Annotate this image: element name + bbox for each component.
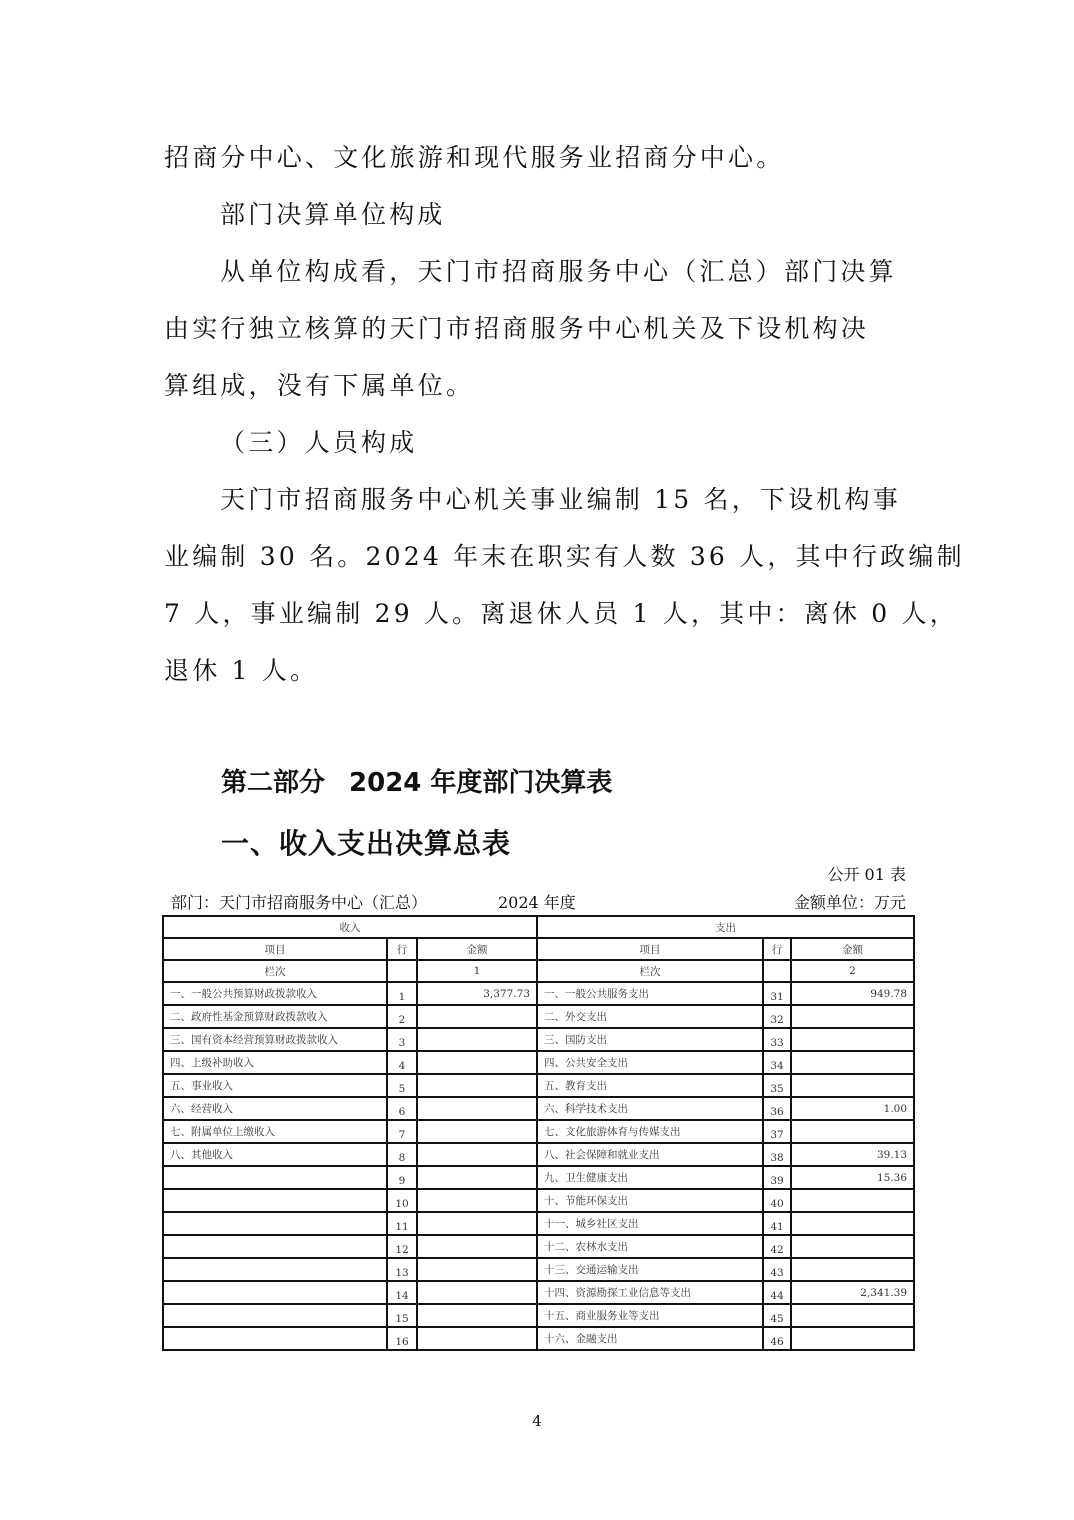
income-item — [163, 1281, 387, 1304]
expense-item: 十三、交通运输支出 — [537, 1258, 763, 1281]
table-row — [163, 1166, 914, 1189]
income-line: 3 — [387, 1028, 417, 1051]
expense-line: 32 — [763, 1005, 791, 1028]
table-row — [163, 1120, 914, 1143]
table-row — [163, 1097, 914, 1120]
expense-line: 38 — [763, 1143, 791, 1166]
income-line: 12 — [387, 1235, 417, 1258]
table-row — [163, 1005, 914, 1028]
expense-item: 十、节能环保支出 — [537, 1189, 763, 1212]
income-item — [163, 1327, 387, 1350]
expense-amount: 1.00 — [791, 1097, 914, 1120]
paragraph-line: 业编制 30 名。2024 年末在职实有人数 36 人，其中行政编制 — [164, 542, 965, 571]
table-row — [163, 1304, 914, 1327]
income-amount — [417, 1120, 537, 1143]
income-line: 5 — [387, 1074, 417, 1097]
expense-line: 42 — [763, 1235, 791, 1258]
paragraph-line: 由实行独立核算的天门市招商服务中心机关及下设机构决 — [164, 314, 870, 343]
expense-line: 33 — [763, 1028, 791, 1051]
table-column-header-row — [163, 938, 914, 960]
income-amount — [417, 1051, 537, 1074]
expense-line: 39 — [763, 1166, 791, 1189]
expense-amount: 15.36 — [791, 1166, 914, 1189]
expense-item: 八、社会保障和就业支出 — [537, 1143, 763, 1166]
expense-amount — [791, 1120, 914, 1143]
paragraph-line: 天门市招商服务中心机关事业编制 15 名，下设机构事 — [220, 485, 901, 514]
table-row — [163, 1212, 914, 1235]
subheading-staff-composition: （三）人员构成 — [220, 428, 418, 457]
table-header-row — [163, 916, 914, 938]
expense-amount — [791, 1074, 914, 1097]
income-col-line: 行 — [387, 938, 417, 960]
paragraph-line: 从单位构成看，天门市招商服务中心（汇总）部门决算 — [220, 257, 897, 286]
expense-amount: 949.78 — [791, 982, 914, 1005]
table-row — [163, 1189, 914, 1212]
expense-item: 十五、商业服务业等支出 — [537, 1304, 763, 1327]
income-line: 14 — [387, 1281, 417, 1304]
income-amount — [417, 1235, 537, 1258]
table-row — [163, 1143, 914, 1166]
income-line: 7 — [387, 1120, 417, 1143]
income-line: 6 — [387, 1097, 417, 1120]
income-amount — [417, 1028, 537, 1051]
table-department: 部门：天门市招商服务中心（汇总） — [171, 893, 428, 912]
income-line: 1 — [387, 982, 417, 1005]
expense-line: 37 — [763, 1120, 791, 1143]
expense-index-line — [763, 960, 791, 982]
expense-amount — [791, 1051, 914, 1074]
income-amount — [417, 1189, 537, 1212]
income-amount — [417, 1258, 537, 1281]
expense-line: 45 — [763, 1304, 791, 1327]
income-line: 2 — [387, 1005, 417, 1028]
expense-amount: 39.13 — [791, 1143, 914, 1166]
expense-line: 40 — [763, 1189, 791, 1212]
expense-amount — [791, 1327, 914, 1350]
expense-amount — [791, 1235, 914, 1258]
income-line: 10 — [387, 1189, 417, 1212]
income-amount — [417, 1143, 537, 1166]
income-amount — [417, 1212, 537, 1235]
income-line: 8 — [387, 1143, 417, 1166]
income-item — [163, 1258, 387, 1281]
expense-item: 十四、资源勘探工业信息等支出 — [537, 1281, 763, 1304]
part-label: 第二部分 — [221, 768, 326, 798]
expense-line: 46 — [763, 1327, 791, 1350]
income-amount — [417, 1281, 537, 1304]
income-line: 15 — [387, 1304, 417, 1327]
income-line: 13 — [387, 1258, 417, 1281]
expense-line: 36 — [763, 1097, 791, 1120]
expense-item: 十二、农林水支出 — [537, 1235, 763, 1258]
expense-amount — [791, 1189, 914, 1212]
table-row — [163, 1281, 914, 1304]
expense-item: 三、国防支出 — [537, 1028, 763, 1051]
income-amount — [417, 1327, 537, 1350]
income-item: 四、上级补助收入 — [163, 1051, 387, 1074]
income-amount — [417, 1166, 537, 1189]
expense-line: 34 — [763, 1051, 791, 1074]
income-item: 三、国有资本经营预算财政拨款收入 — [163, 1028, 387, 1051]
part-heading — [221, 762, 612, 799]
expense-item: 四、公共安全支出 — [537, 1051, 763, 1074]
table-code: 公开 01 表 — [827, 865, 906, 884]
expense-item: 七、文化旅游体育与传媒支出 — [537, 1120, 763, 1143]
subheading-unit-composition: 部门决算单位构成 — [220, 200, 446, 229]
expense-line: 31 — [763, 982, 791, 1005]
income-amount — [417, 1005, 537, 1028]
part-title: 2024 年度部门决算表 — [349, 768, 613, 798]
income-expense-table — [162, 915, 915, 1351]
income-col-item: 项目 — [163, 938, 387, 960]
expense-amount: 2,341.39 — [791, 1281, 914, 1304]
income-amount — [417, 1304, 537, 1327]
income-item — [163, 1304, 387, 1327]
expense-line: 43 — [763, 1258, 791, 1281]
table-unit: 金额单位：万元 — [793, 893, 906, 912]
income-index-line — [387, 960, 417, 982]
income-item: 一、一般公共预算财政拨款收入 — [163, 982, 387, 1005]
income-item: 七、附属单位上缴收入 — [163, 1120, 387, 1143]
table-year: 2024 年度 — [498, 893, 576, 912]
expense-col-line: 行 — [763, 938, 791, 960]
expense-amount — [791, 1258, 914, 1281]
expense-amount — [791, 1212, 914, 1235]
expense-item: 一、一般公共服务支出 — [537, 982, 763, 1005]
income-item: 五、事业收入 — [163, 1074, 387, 1097]
expense-line: 41 — [763, 1212, 791, 1235]
income-item: 八、其他收入 — [163, 1143, 387, 1166]
table-row — [163, 982, 914, 1005]
income-line: 11 — [387, 1212, 417, 1235]
income-item — [163, 1235, 387, 1258]
expense-item: 十六、金融支出 — [537, 1327, 763, 1350]
income-item — [163, 1166, 387, 1189]
income-amount: 3,377.73 — [417, 982, 537, 1005]
page-number: 4 — [532, 1412, 542, 1430]
expense-index-value: 2 — [791, 960, 914, 982]
expense-amount — [791, 1005, 914, 1028]
table-row — [163, 1327, 914, 1350]
income-amount — [417, 1074, 537, 1097]
income-line: 9 — [387, 1166, 417, 1189]
income-index-value: 1 — [417, 960, 537, 982]
expense-item: 十一、城乡社区支出 — [537, 1212, 763, 1235]
table-index-row — [163, 960, 914, 982]
expense-col-amount: 金额 — [791, 938, 914, 960]
expense-item: 五、教育支出 — [537, 1074, 763, 1097]
income-item — [163, 1189, 387, 1212]
table-row — [163, 1258, 914, 1281]
expense-item: 六、科学技术支出 — [537, 1097, 763, 1120]
paragraph-line: 招商分中心、文化旅游和现代服务业招商分中心。 — [164, 143, 785, 172]
income-index-label: 栏次 — [163, 960, 387, 982]
income-header: 收入 — [163, 916, 537, 938]
table-row — [163, 1074, 914, 1097]
income-line: 4 — [387, 1051, 417, 1074]
expense-line: 44 — [763, 1281, 791, 1304]
paragraph-line: 算组成，没有下属单位。 — [164, 371, 475, 400]
expense-item: 二、外交支出 — [537, 1005, 763, 1028]
expense-line: 35 — [763, 1074, 791, 1097]
income-line: 16 — [387, 1327, 417, 1350]
expense-index-label: 栏次 — [537, 960, 763, 982]
income-item — [163, 1212, 387, 1235]
expense-col-item: 项目 — [537, 938, 763, 960]
paragraph-line: 退休 1 人。 — [164, 656, 319, 685]
table-row — [163, 1028, 914, 1051]
income-item: 二、政府性基金预算财政拨款收入 — [163, 1005, 387, 1028]
expense-amount — [791, 1028, 914, 1051]
table-row — [163, 1051, 914, 1074]
income-item: 六、经营收入 — [163, 1097, 387, 1120]
expense-header: 支出 — [537, 916, 914, 938]
paragraph-line: 7 人，事业编制 29 人。离退休人员 1 人，其中：离休 0 人， — [164, 599, 958, 628]
expense-amount — [791, 1304, 914, 1327]
income-amount — [417, 1097, 537, 1120]
section-heading: 一、收入支出决算总表 — [221, 827, 512, 860]
income-col-amount: 金额 — [417, 938, 537, 960]
expense-item: 九、卫生健康支出 — [537, 1166, 763, 1189]
table-row — [163, 1235, 914, 1258]
